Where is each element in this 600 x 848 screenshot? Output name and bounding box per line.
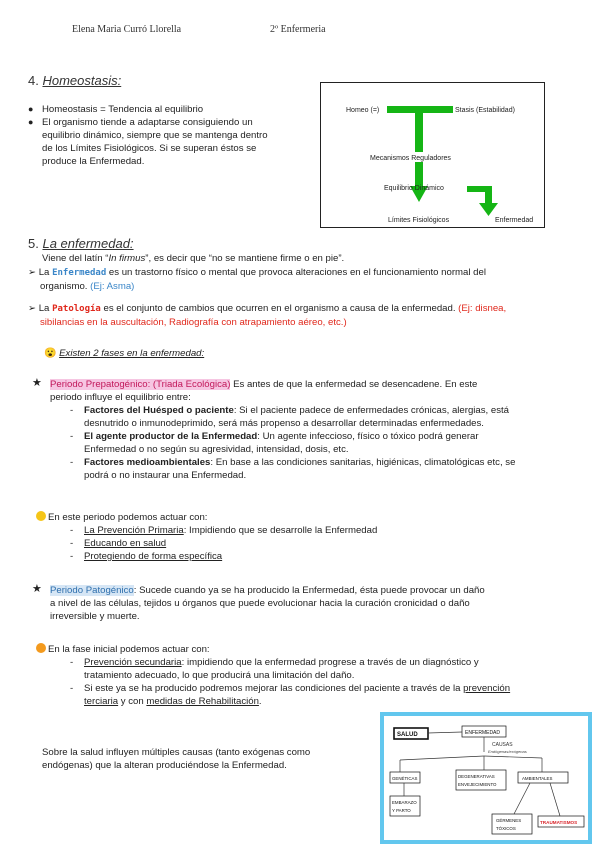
label-salud: SALUD <box>397 732 418 738</box>
label-causas: CAUSAS <box>492 742 513 748</box>
label-enfermedad: ENFERMEDAD <box>465 730 501 736</box>
bullet-line: El organismo tiende a adaptarse consiguiendo un <box>42 117 253 128</box>
diagram-stasis: Stasis (Estabilidad) <box>455 107 515 114</box>
action-text: tratamiento adecuado, lo que producirá una limitación del daño. <box>84 670 355 681</box>
section-5-heading <box>28 236 134 251</box>
label-traumatismos: TRAUMATISMOS <box>540 820 578 825</box>
latin-word: In firmus <box>108 253 146 264</box>
factor-text: : Un agente infeccioso, físico o tóxico podrá generar <box>257 431 479 442</box>
label-embarazo-1: EMBARAZO <box>392 800 417 805</box>
bullet-item <box>28 103 328 116</box>
author-name: Elena Maria Curró Llorella <box>72 24 182 35</box>
enfermedad-term: Enfermedad <box>52 268 107 278</box>
prepatogenico-actions <box>36 511 576 563</box>
action-term: prevención <box>463 683 511 694</box>
factor-list <box>32 404 588 482</box>
bullet-text: Homeostasis = Tendencia al equilibrio <box>42 104 204 115</box>
latin-text-a: Viene del latín “ <box>42 253 109 264</box>
enfermedad-example: (Ej: Asma) <box>87 281 135 292</box>
action-text: y con <box>118 696 147 707</box>
action-term: Protegiendo de forma específica <box>84 551 223 562</box>
dash-bullet: - <box>70 405 74 416</box>
factor-term: Factores medioambientales <box>84 457 211 468</box>
label-degenerativas-2: ENVEJECIMIENTO <box>458 782 497 787</box>
action-term: terciaria <box>84 696 119 707</box>
latin-origin <box>42 252 582 265</box>
bullet-dot-icon: ● <box>28 117 34 127</box>
yellow-circle-icon <box>36 511 46 521</box>
action-item <box>70 656 588 682</box>
factor-text: : En base a las condiciones sanitarias, higiénicas, climatológicas etc, se <box>210 457 516 468</box>
label-ambientales: AMBIENTALES <box>522 776 553 781</box>
prepatogenico-title: Periodo Prepatogénico: (Triada Ecológica) <box>50 379 231 390</box>
factor-item <box>70 404 588 430</box>
stem-bar <box>415 113 423 152</box>
factor-text: desnutrido o inmunodeprimido, será más propenso a desarrollar determinadas enfermedades. <box>84 418 484 429</box>
salud-paragraph <box>42 746 372 772</box>
patologia-def: es el conjunto de cambios que ocurren en el organismo a causa de la enfermedad. <box>100 303 456 314</box>
diagram-homeo: Homeo (=) <box>346 107 380 114</box>
action-item <box>70 682 588 708</box>
mid-stem-bar <box>415 162 423 186</box>
bullet-line: equilibrio dinámico, siempre que se mantenga dentro <box>42 130 268 141</box>
action-term: Educando en salud <box>84 538 167 549</box>
factor-term: Factores del Huésped o paciente <box>84 405 234 416</box>
fases-text: Existen 2 fases en la enfermedad: <box>59 348 205 359</box>
la-word: La <box>38 267 50 278</box>
label-germenes-2: TÓXICOS <box>496 826 516 831</box>
side-stem-bar <box>485 186 492 204</box>
action-item <box>70 524 576 537</box>
bullet-line: de los Límites Fisiológicos. Si se superan éstos se <box>42 143 257 154</box>
section-5-title: La enfermedad: <box>42 236 134 251</box>
action-term: medidas de Rehabilitación <box>146 696 259 707</box>
patologia-example-line1: (Ej: disnea, <box>455 303 507 314</box>
dash-bullet: - <box>70 551 74 562</box>
course-name: 2º Enfermeria <box>270 24 326 35</box>
patogenico-title: Periodo Patogénico <box>50 585 134 596</box>
diagram-limites: Límites Fisiológicos <box>388 217 450 224</box>
embarazo-box <box>390 796 420 816</box>
action-text: : impidiendo que la enfermedad progrese a través de un diagnóstico y <box>181 657 479 668</box>
dash-bullet: - <box>70 657 74 668</box>
la-word: La <box>38 303 50 314</box>
fases-heading <box>44 347 204 360</box>
section-4-title: Homeostasis: <box>42 73 122 88</box>
patologia-definition <box>28 302 584 329</box>
section-4-number: 4. <box>28 73 39 88</box>
bullet-dot-icon: ● <box>28 104 34 114</box>
diagram-equilibrio: Equilibrio Dinámico <box>384 185 444 192</box>
factor-item <box>70 430 588 456</box>
orange-circle-icon <box>36 643 46 653</box>
enfermedad-def-line1: es un trastorno físico o mental que provoca alteraciones en el funcionamiento normal del <box>106 267 486 278</box>
top-bar <box>387 106 453 113</box>
patogenico-desc-line3: irreversible y muerte. <box>50 611 140 622</box>
dash-bullet: - <box>70 538 74 549</box>
action-term: Prevención secundaria <box>84 657 182 668</box>
action-item <box>70 550 576 563</box>
salud-line1: Sobre la salud influyen múltiples causas (tanto exógenas como <box>42 747 311 758</box>
arrow-bullet-icon: ➢ <box>28 303 37 314</box>
section-4-heading <box>28 73 121 88</box>
label-degenerativas-1: DEGENERATIVAS <box>458 774 495 779</box>
patogenico-desc-line1: : Sucede cuando ya se ha producido la Enfermedad, ésta puede provocar un daño <box>133 585 485 596</box>
star-bullet-icon: ★ <box>32 583 42 595</box>
latin-text-b: ”, es decir que “no se mantiene firme o en pie”. <box>145 253 345 264</box>
homeostasis-bullets <box>28 103 328 168</box>
dash-bullet: - <box>70 683 74 694</box>
dash-bullet: - <box>70 431 74 442</box>
action-text: Si este ya se ha producido podremos mejorar las condiciones del paciente a través de la <box>84 683 464 694</box>
bullet-item <box>28 116 328 168</box>
factor-term: El agente productor de la Enfermedad <box>84 431 258 442</box>
prepatogenico-block <box>32 378 588 482</box>
patologia-example-line2: sibilancias en la auscultación, Radiografía con atrapamiento aéreo, etc.) <box>40 317 347 328</box>
causes-diagram <box>380 712 592 844</box>
patologia-term: Patología <box>52 304 101 314</box>
star-bullet-icon: ★ <box>32 377 42 389</box>
action-text: : Impidiendo que se desarrolle la Enfermedad <box>183 525 378 536</box>
salud-line2: endógenas) que la alteran produciéndose la Enfermedad. <box>42 760 287 771</box>
factor-text: podrá o no instaurar una Enfermedad. <box>84 470 247 481</box>
surprised-face-icon: 😮 <box>44 348 57 359</box>
degenerativas-box <box>456 770 506 790</box>
factor-text: Enfermedad o no según su agresividad, intensidad, dosis, etc. <box>84 444 349 455</box>
actions-title: En este periodo podemos actuar con: <box>48 512 208 523</box>
patogenico-block <box>32 584 588 623</box>
action-item <box>70 537 576 550</box>
section-5-number: 5. <box>28 236 39 251</box>
germenes-box <box>492 814 532 834</box>
diagram-mecanismos: Mecanismos Reguladores <box>370 155 451 162</box>
prepatogenico-desc-line1: Es antes de que la enfermedad se desencadene. En este <box>230 379 478 390</box>
diagram-enfermedad: Enfermedad <box>495 217 534 224</box>
patogenico-actions <box>36 643 588 708</box>
action-text: . <box>258 696 262 707</box>
bullet-line: produce la Enfermedad. <box>42 156 145 167</box>
factor-item <box>70 456 588 482</box>
patogenico-desc-line2: a nivel de las células, tejidos u órganos que puede evolucionar hacia la curación cronicidad o daño <box>50 598 470 609</box>
dash-bullet: - <box>70 525 74 536</box>
enfermedad-definition <box>28 266 578 293</box>
label-germenes-1: GÉRMENES <box>496 818 522 823</box>
arrow-bullet-icon: ➢ <box>28 267 37 278</box>
prepatogenico-desc-line2: periodo influye el equilibrio entre: <box>50 392 191 403</box>
action-term: La Prevención Primaria <box>84 525 184 536</box>
label-causas-sub: Endógenas/exógenas <box>488 749 527 754</box>
homeostasis-diagram <box>320 82 545 228</box>
dash-bullet: - <box>70 457 74 468</box>
label-embarazo-2: Y PARTO <box>392 808 411 813</box>
enfermedad-def-line2: organismo. <box>40 281 88 292</box>
factor-text: : Si el paciente padece de enfermedades crónicas, alergias, está <box>233 405 510 416</box>
actions-title: En la fase inicial podemos actuar con: <box>48 644 210 655</box>
label-geneticas: GENÉTICAS <box>392 776 418 781</box>
